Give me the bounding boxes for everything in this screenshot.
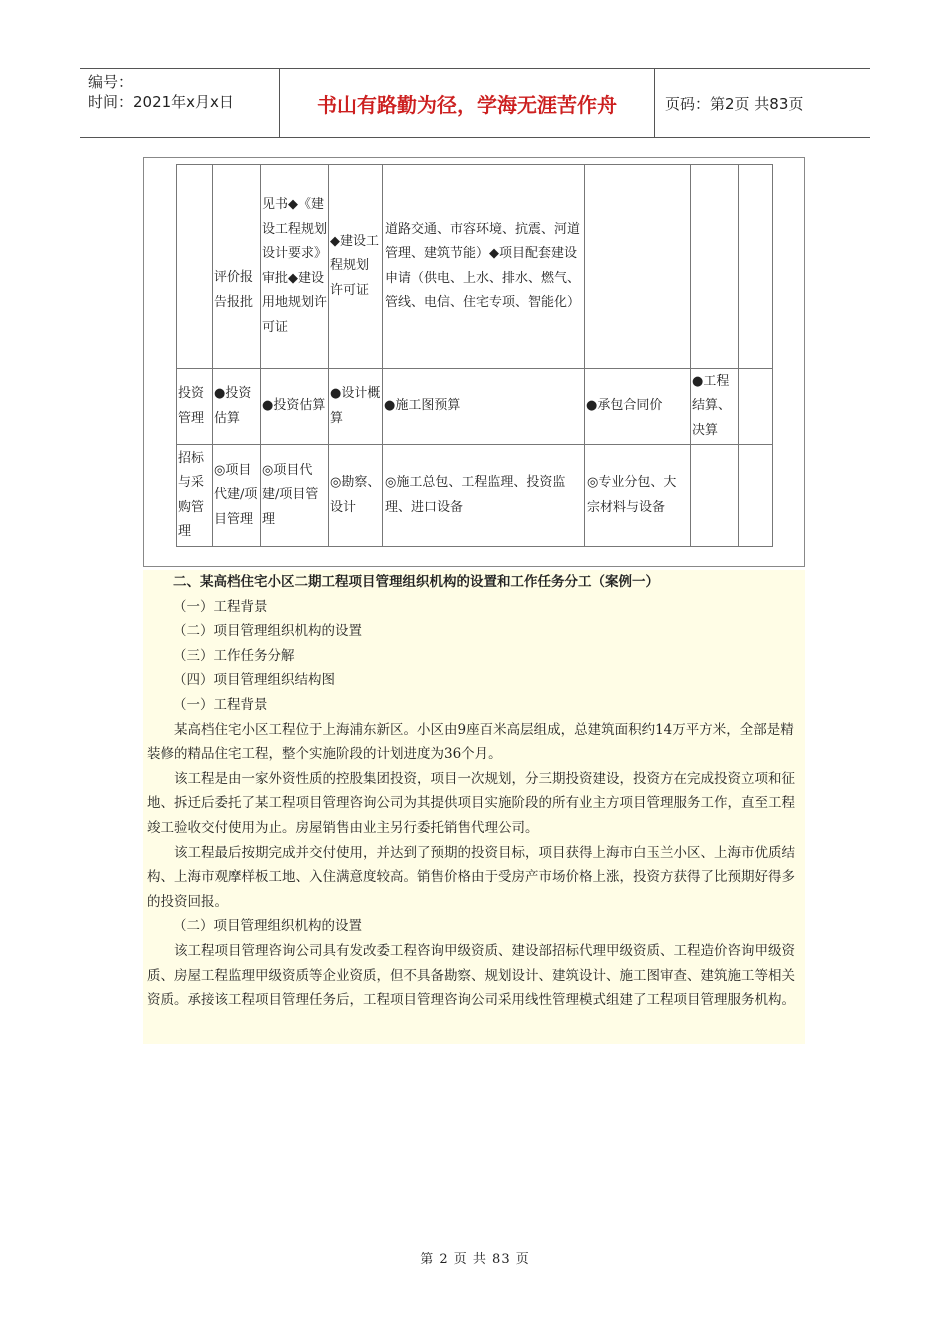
subsection-heading: （一）工程背景 [173,696,268,713]
table-cell: 评价报告报批 [213,165,261,369]
table-cell [739,165,773,369]
table-cell [177,165,213,369]
toc-item: （四）项目管理组织结构图 [173,672,335,689]
table-cell: ◎项目代建/项目管理 [213,445,261,547]
page-footer: 第 2 页 共 83 页 [420,1252,530,1267]
table-cell: ●投资估算 [261,369,329,445]
table-cell: ◎专业分包、大宗材料与设备 [585,445,691,547]
table-cell [691,445,739,547]
paragraph: 该工程项目管理咨询公司具有发改委工程咨询甲级资质、建设部招标代理甲级资质、工程造价咨询甲级资质、房屋工程监理甲级资质等企业资质，但不具备勘察、规划设计、建筑设计、施工图审查、建筑施工等相关资质。承接该工程项目管理任务后，工程项目管理咨询公司采用线性管理模式组建了工程项目管理服务机构。 [147,942,795,1009]
subsection-heading: （二）项目管理组织机构的设置 [173,918,362,935]
header-page-number: 页码：第2页 共83页 [665,94,804,113]
table-cell: ◎项目代建/项目管理 [261,445,329,547]
table-cell: ●投资估算 [213,369,261,445]
table-cell [585,165,691,369]
table-row [177,369,773,445]
table-cell [691,165,739,369]
table-cell: 见书◆《建设工程规划设计要求》审批◆建设用地规划许可证 [261,165,329,369]
toc-item: （一）工程背景 [173,598,268,615]
management-table-frame [143,157,805,567]
paragraph: 该工程最后按期完成并交付使用，并达到了预期的投资目标，项目获得上海市白玉兰小区、上海市优质结构、上海市观摩样板工地、入住满意度较高。销售价格由于受房产市场价格上涨，投资方获得了比预期好得多的投资回报。 [147,844,795,910]
table-row [177,445,773,547]
table-cell: 招标与采购管理 [177,445,213,547]
table-cell [739,369,773,445]
toc-item: （三）工作任务分解 [173,647,295,664]
paragraph: 该工程是由一家外资性质的控股集团投资，项目一次规划，分三期投资建设，投资方在完成投资立项和征地、拆迁后委托了某工程项目管理咨询公司为其提供项目实施阶段的所有业主方项目管理服务工作，直至工程竣工验收交付使用为止。房屋销售由业主另行委托销售代理公司。 [147,770,795,836]
table-cell: ◎勘察、设计 [329,445,383,547]
table-row [177,165,773,369]
table-cell: ◆建设工程规划许可证 [329,165,383,369]
table-cell: ◎施工总包、工程监理、投资监理、进口设备 [383,445,585,547]
management-table [176,164,773,547]
table-cell: ●施工图预算 [383,369,585,445]
table-cell: ●设计概算 [329,369,383,445]
table-cell [739,445,773,547]
table-cell: ●工程结算、决算 [691,369,739,445]
table-cell: ●承包合同价 [585,369,691,445]
section-title: 二、某高档住宅小区二期工程项目管理组织机构的设置和工作任务分工（案例一） [173,574,659,590]
table-cell: 投资管理 [177,369,213,445]
paragraph: 某高档住宅小区工程位于上海浦东新区。小区由9座百米高层组成，总建筑面积约14万平方米，全部是精装修的精品住宅工程，整个实施阶段的计划进度为36个月。 [147,721,794,763]
table-cell: 道路交通、市容环境、抗震、河道管理、建筑节能）◆项目配套建设申请（供电、上水、排水、燃气、管线、电信、住宅专项、智能化） [383,165,585,369]
toc-item: （二）项目管理组织机构的设置 [173,623,362,640]
page-header [80,68,870,138]
header-motto: 书山有路勤为径，学海无涯苦作舟 [280,69,655,137]
header-meta [80,69,280,137]
case-study-section [143,570,805,1044]
document-number: 编号： [88,73,134,91]
document-time: 时间：2021年x月x日 [88,93,234,111]
